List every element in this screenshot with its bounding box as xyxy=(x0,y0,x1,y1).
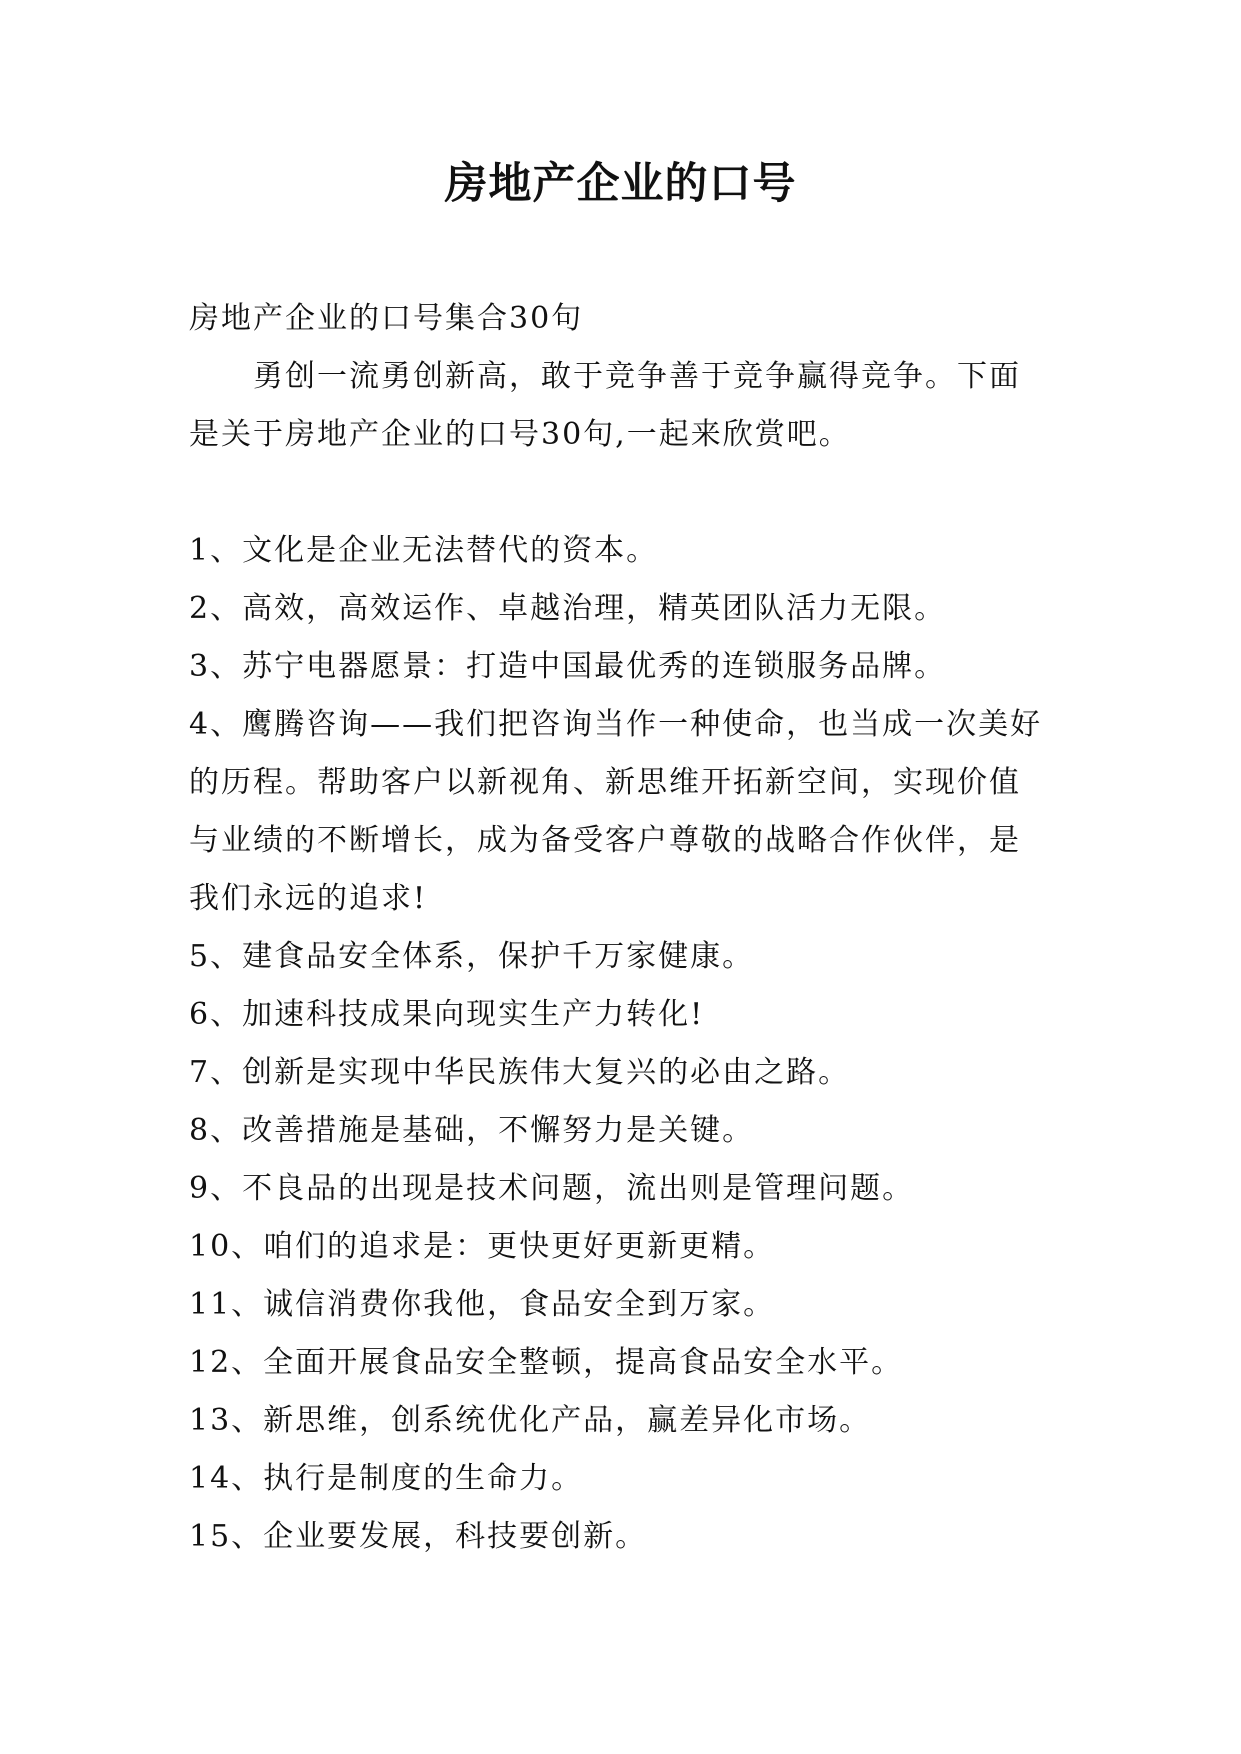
list-item: 3、苏宁电器愿景：打造中国最优秀的连锁服务品牌。 xyxy=(189,649,947,684)
intro-paragraph: 勇创一流勇创新高，敢于竞争善于竞争赢得竞争。下面是关于房地产企业的口号30句,一起来欣赏吧。 xyxy=(189,359,1021,452)
list-item: 14、执行是制度的生命力。 xyxy=(189,1461,584,1496)
paragraph-spacer xyxy=(189,464,1049,522)
list-item: 1、文化是企业无法替代的资本。 xyxy=(189,533,659,568)
list-item: 2、高效，高效运作、卓越治理，精英团队活力无限。 xyxy=(189,591,947,626)
subtitle: 房地产企业的口号集合30句 xyxy=(189,301,584,336)
list-item: 5、建食品安全体系，保护千万家健康。 xyxy=(189,939,755,974)
list-item: 10、咱们的追求是：更快更好更新更精。 xyxy=(189,1229,776,1264)
list-item: 4、鹰腾咨询——我们把咨询当作一种使命，也当成一次美好的历程。帮助客户以新视角、新思维开拓新空间，实现价值与业绩的不断增长，成为备受客户尊敬的战略合作伙伴，是我们永远的追求! xyxy=(189,707,1043,916)
list-item: 15、企业要发展，科技要创新。 xyxy=(189,1519,648,1554)
page-title: 房地产企业的口号 xyxy=(444,159,797,209)
list-item: 8、改善措施是基础，不懈努力是关键。 xyxy=(189,1113,755,1148)
document-body xyxy=(189,290,1049,1566)
list-item: 13、新思维，创系统优化产品，赢差异化市场。 xyxy=(189,1403,872,1438)
list-item: 7、创新是实现中华民族伟大复兴的必由之路。 xyxy=(189,1055,851,1090)
list-item: 11、诚信消费你我他，食品安全到万家。 xyxy=(189,1287,776,1322)
list-item: 9、不良品的出现是技术问题，流出则是管理问题。 xyxy=(189,1171,915,1206)
list-item: 6、加速科技成果向现实生产力转化! xyxy=(189,997,705,1032)
list-item: 12、全面开展食品安全整顿，提高食品安全水平。 xyxy=(189,1345,904,1380)
